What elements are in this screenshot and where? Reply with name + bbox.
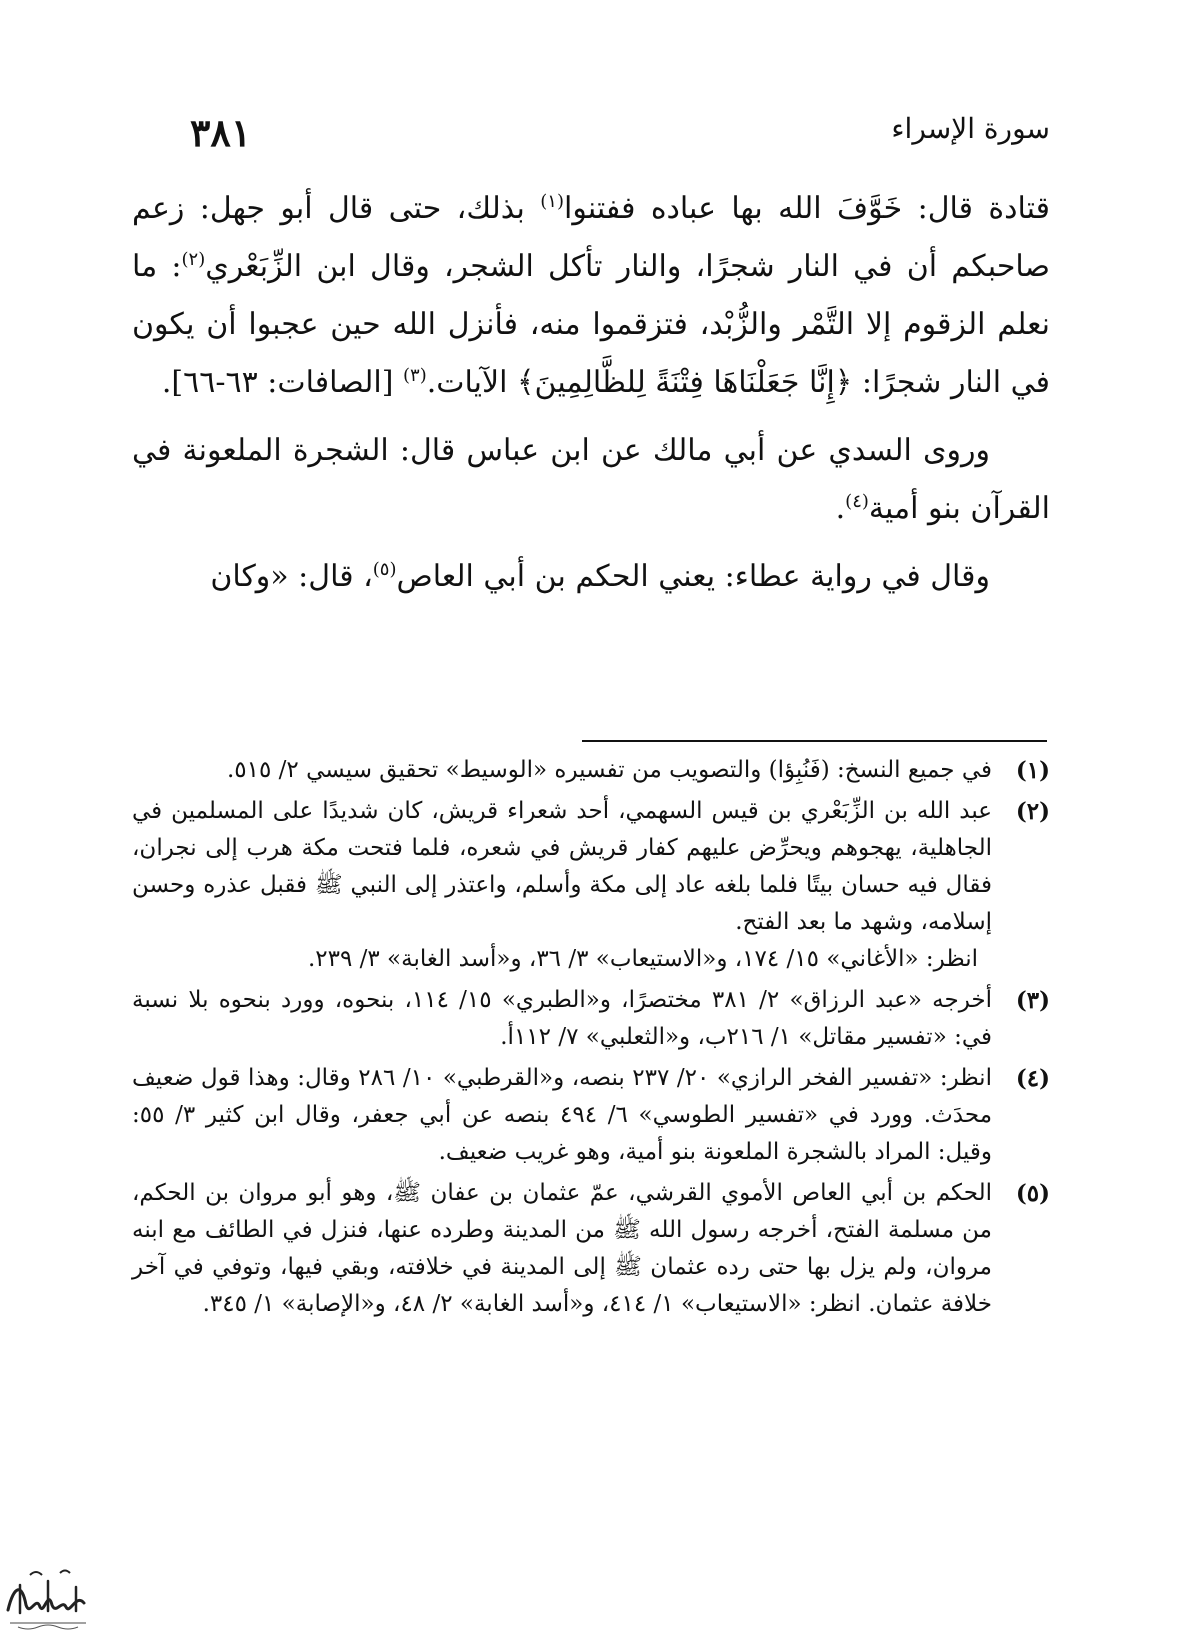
text-run: : ما نعلم الزقوم إلا التَّمْر والزُّبْد، فتزقموا منه، فأنزل الله حين عجبوا أن يكون في النار شجرًا: ﴿إِنَّا جَعَلْنَاهَا فِتْنَةً لِلظَّالِمِينَ﴾ الآيات.	[132, 249, 1050, 400]
footnote-number: (٣)	[1015, 987, 1050, 1014]
text-run: قتادة قال: خَوَّفَ الله بها عباده ففتنوا	[563, 191, 1050, 226]
main-text	[132, 180, 1050, 616]
text-run: [الصافات: ٦٣-٦٦].	[161, 365, 403, 400]
footnote-separator	[582, 740, 1047, 742]
footnote	[132, 1175, 1050, 1323]
footnote	[132, 982, 1050, 1056]
footnote-ref: (٥)	[372, 559, 397, 580]
footnote-text: أخرجه «عبد الرزاق» ٢/ ٣٨١ مختصرًا، و«الطبري» ١٥/ ١١٤، بنحوه، وورد بنحوه بلا نسبة في: «تفسير مقاتل» ١/ ٢١٦ب، و«الثعلبي» ٧/ ١١٢أ.	[132, 987, 993, 1050]
footnote-ref: (٣)	[402, 365, 427, 386]
footnote-ref: (٢)	[181, 249, 206, 270]
text-run: بذلك، حتى قال أبو جهل: زعم صاحبكم أن في النار شجرًا، والنار تأكل الشجر، وقال ابن الزِّبَعْري	[132, 191, 1050, 284]
footnote	[132, 1060, 1050, 1171]
footnote	[132, 793, 1050, 978]
footnote	[132, 752, 1050, 789]
footnote-text: انظر: «تفسير الفخر الرازي» ٢٠/ ٢٣٧ بنصه، و«القرطبي» ١٠/ ٢٨٦ وقال: وهذا قول ضعيف محدَث. وورد في «تفسير الطوسي» ٦/ ٤٩٤ بنصه عن أبي جعفر، وقال ابن كثير ٣/ ٥٥: وقيل: المراد بالشجرة الملعونة بنو أمية، وهو غريب ضعيف.	[132, 1065, 993, 1165]
footnotes	[132, 752, 1050, 1327]
text-run: وقال في رواية عطاء: يعني الحكم بن أبي العاص	[396, 559, 990, 594]
footnote-ref: (١)	[540, 191, 564, 212]
footnote-text: عبد الله بن الزِّبَعْري بن قيس السهمي، أحد شعراء قريش، كان شديدًا على المسلمين في الجاهلية، يهجوهم ويحرِّض عليهم كفار قريش في شعره، فلما فتحت مكة هرب إلى نجران، فقال فيه حسان بيتًا فلما بلغه عاد إلى مكة وأسلم، واعتذر إلى النبي ﷺ فقبل عذره وحسن إسلامه، وشهد ما بعد الفتح.	[132, 798, 992, 935]
footnote-number: (١)	[1015, 757, 1050, 784]
text-run: وروى السدي عن أبي مالك عن ابن عباس قال: الشجرة الملعونة في القرآن بنو أمية	[132, 433, 1050, 526]
footnote-number: (٤)	[1015, 1065, 1050, 1092]
text-run: ، قال: «وكان	[210, 559, 373, 594]
surah-title: سورة الإسراء	[891, 112, 1050, 145]
page-number: ٣٨١	[190, 110, 252, 155]
footnote-text: الحكم بن أبي العاص الأموي القرشي، عمّ عثمان بن عفان ﷺ، وهو أبو مروان بن الحكم، من مسلمة الفتح، أخرجه رسول الله ﷺ من المدينة وطرده عنها، فنزل في الطائف مع ابنه مروان، ولم يزل بها حتى رده عثمان ﷺ إلى المدينة في خلافته، وبقي فيها، وتوفي في آخر خلافة عثمان. انظر: «الاستيعاب» ١/ ٤١٤، و«أسد الغابة» ٢/ ٤٨، و«الإصابة» ١/ ٣٤٥.	[132, 1180, 992, 1317]
library-stamp-icon	[0, 1555, 95, 1635]
footnote-ref: (٤)	[845, 491, 869, 512]
paragraph	[132, 548, 1050, 606]
running-head	[130, 100, 1050, 155]
paragraph	[132, 180, 1050, 412]
text-run: .	[835, 491, 846, 526]
paragraph	[132, 422, 1050, 538]
footnote-number: (٢)	[1015, 798, 1050, 825]
footnote-text: في جميع النسخ: (فَنُبِؤا) والتصويب من تفسيره «الوسيط» تحقيق سيسي ٢/ ٥١٥.	[226, 757, 992, 783]
footnote-number: (٥)	[1015, 1180, 1050, 1207]
footnote-text: انظر: «الأغاني» ١٥/ ١٧٤، و«الاستيعاب» ٣/ ٣٦، و«أسد الغابة» ٣/ ٢٣٩.	[307, 946, 978, 972]
